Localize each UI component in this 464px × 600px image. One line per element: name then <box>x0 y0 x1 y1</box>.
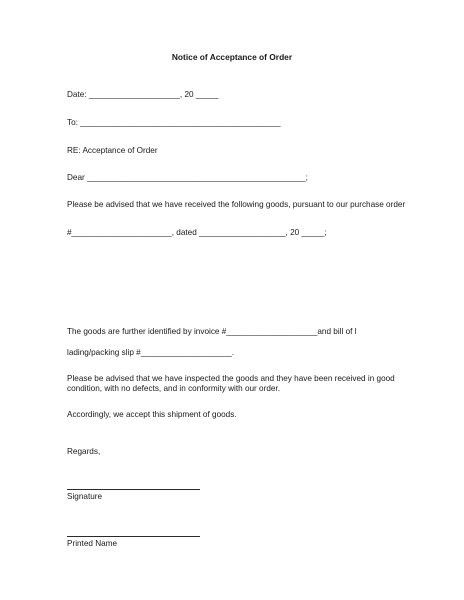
signature-rule <box>67 489 200 490</box>
dear-line: Dear ________________________________________________; <box>67 173 308 182</box>
signature-label: Signature <box>67 492 103 501</box>
document-title: Notice of Acceptance of Order <box>171 52 293 62</box>
received-goods-paragraph: Please be advised that we have received the following goods, pursuant to our purchase order <box>67 200 406 209</box>
date-line: Date: ____________________, 20 _____ <box>67 90 219 99</box>
acceptance-line: Accordingly, we accept this shipment of goods. <box>67 410 237 419</box>
inspected-goods-paragraph: Please be advised that we have inspected the goods and they have been received in good condition, with no defects, and in conformity with our order. <box>67 374 395 393</box>
printed-name-rule <box>67 536 200 537</box>
printed-name-label: Printed Name <box>67 539 118 548</box>
purchase-order-line: #______________________, dated ___________________, 20 _____; <box>67 228 327 237</box>
regards-line: Regards, <box>67 447 101 456</box>
re-line: RE: Acceptance of Order <box>67 146 158 155</box>
to-line: To: ____________________________________________ <box>67 118 281 127</box>
invoice-line: The goods are further identified by invoice #____________________and bill of l <box>67 327 357 336</box>
lading-line: lading/packing slip #____________________. <box>67 348 235 357</box>
